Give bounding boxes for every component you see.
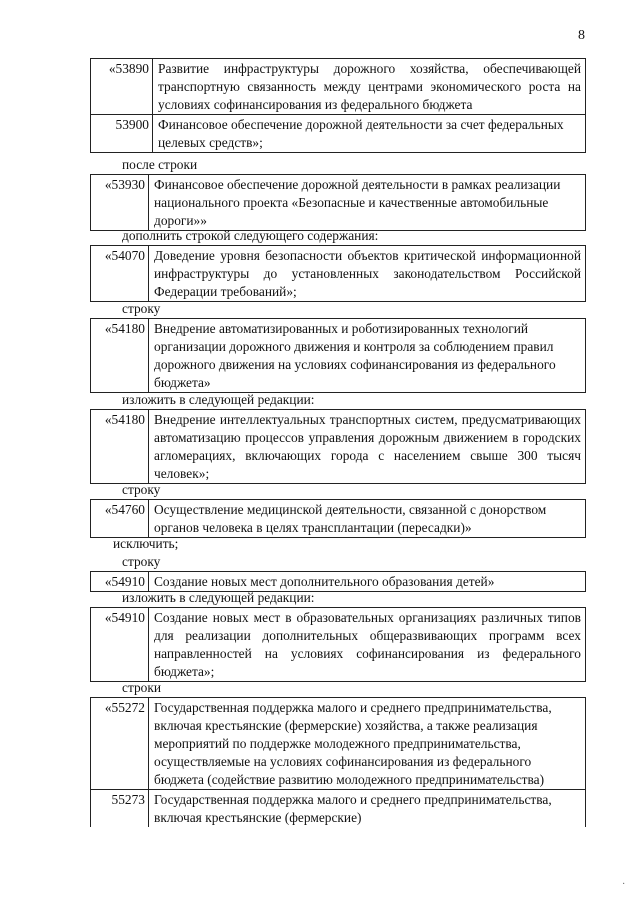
row-description: Осуществление медицинской деятельности, связанной с донорством органов человека в целях трансплантации (пересадки)» <box>154 502 547 535</box>
instruction-text: исключить; <box>113 536 179 551</box>
table-row <box>91 59 585 114</box>
row-description: Создание новых мест в образовательных организациях различных типов для реализации дополнительных общеразвивающих программ всех направленностей на условиях софинансирования из федерального бюджета»; <box>154 610 581 679</box>
instruction-text: дополнить строкой следующего содержания: <box>122 228 379 243</box>
scan-mark-icon: · <box>622 879 626 890</box>
table-row <box>91 410 585 483</box>
table-row <box>91 246 585 301</box>
row-code: «54910 <box>91 572 149 591</box>
row-description: Внедрение автоматизированных и роботизированных технологий организации дорожного движения и контроля за соблюдением правил дорожного движения на условиях софинансирования из федерального бюджета» <box>154 321 556 390</box>
code-table-53890 <box>90 58 586 153</box>
instruction-text: строку <box>122 554 161 569</box>
table-row <box>91 175 585 230</box>
table-row <box>91 500 585 537</box>
instruction-text: изложить в следующей редакции: <box>122 392 315 407</box>
instruction-text: строку <box>122 482 161 497</box>
row-description: Доведение уровня безопасности объектов критической информационной инфраструктуры до установленных законодательством Российской Федерации требований»; <box>154 248 581 299</box>
instruction-text: строку <box>122 301 161 316</box>
instruction-text: после строки <box>122 157 198 172</box>
row-description: Финансовое обеспечение дорожной деятельности за счет федеральных целевых средств»; <box>158 117 564 150</box>
row-code: «54180 <box>91 410 149 483</box>
table-row <box>91 789 585 827</box>
table-row <box>91 114 585 152</box>
code-table-54760 <box>90 499 586 538</box>
row-description: Развитие инфраструктуры дорожного хозяйства, обеспечивающей транспортную связанность между центрами экономического роста на условиях софинансирования из федерального бюджета <box>158 61 581 112</box>
row-description: Внедрение интеллектуальных транспортных систем, предусматривающих автоматизацию процессов управления дорожным движением в городских агломерациях, включающих города с населением свыше 300 тысяч человек»; <box>154 412 581 481</box>
page-number: 8 <box>578 28 585 43</box>
code-table-53930 <box>90 174 586 231</box>
row-code: «55272 <box>91 698 149 789</box>
code-table-55272 <box>90 697 586 827</box>
row-description: Государственная поддержка малого и среднего предпринимательства, включая крестьянские (фермерские) <box>154 792 552 825</box>
instruction-text: строки <box>122 680 162 695</box>
instruction-text: изложить в следующей редакции: <box>122 590 315 605</box>
row-code: 55273 <box>91 790 149 827</box>
row-code: «54760 <box>91 500 149 537</box>
code-table-54180-new <box>90 409 586 484</box>
row-description: Создание новых мест дополнительного образования детей» <box>154 574 495 589</box>
table-row <box>91 608 585 681</box>
row-description: Государственная поддержка малого и среднего предпринимательства, включая крестьянские (фермерские) хозяйства, а также реализация мероприятий по поддержке молодежного предпринимательства, осуществляемые на условиях софинансирования из федерального бюджета (содействие развитию молодежного предпринимательства) <box>154 700 552 787</box>
row-code: «54910 <box>91 608 149 681</box>
row-code: «54180 <box>91 319 149 392</box>
row-description: Финансовое обеспечение дорожной деятельности в рамках реализации национального проекта «Безопасные и качественные автомобильные дороги»» <box>154 177 561 228</box>
row-code: «53890 <box>91 59 153 114</box>
row-code: 53900 <box>91 115 153 152</box>
code-table-54180-old <box>90 318 586 393</box>
table-row <box>91 698 585 789</box>
code-table-54070 <box>90 245 586 302</box>
table-row <box>91 319 585 392</box>
row-code: «54070 <box>91 246 149 301</box>
row-code: «53930 <box>91 175 149 230</box>
code-table-54910-new <box>90 607 586 682</box>
